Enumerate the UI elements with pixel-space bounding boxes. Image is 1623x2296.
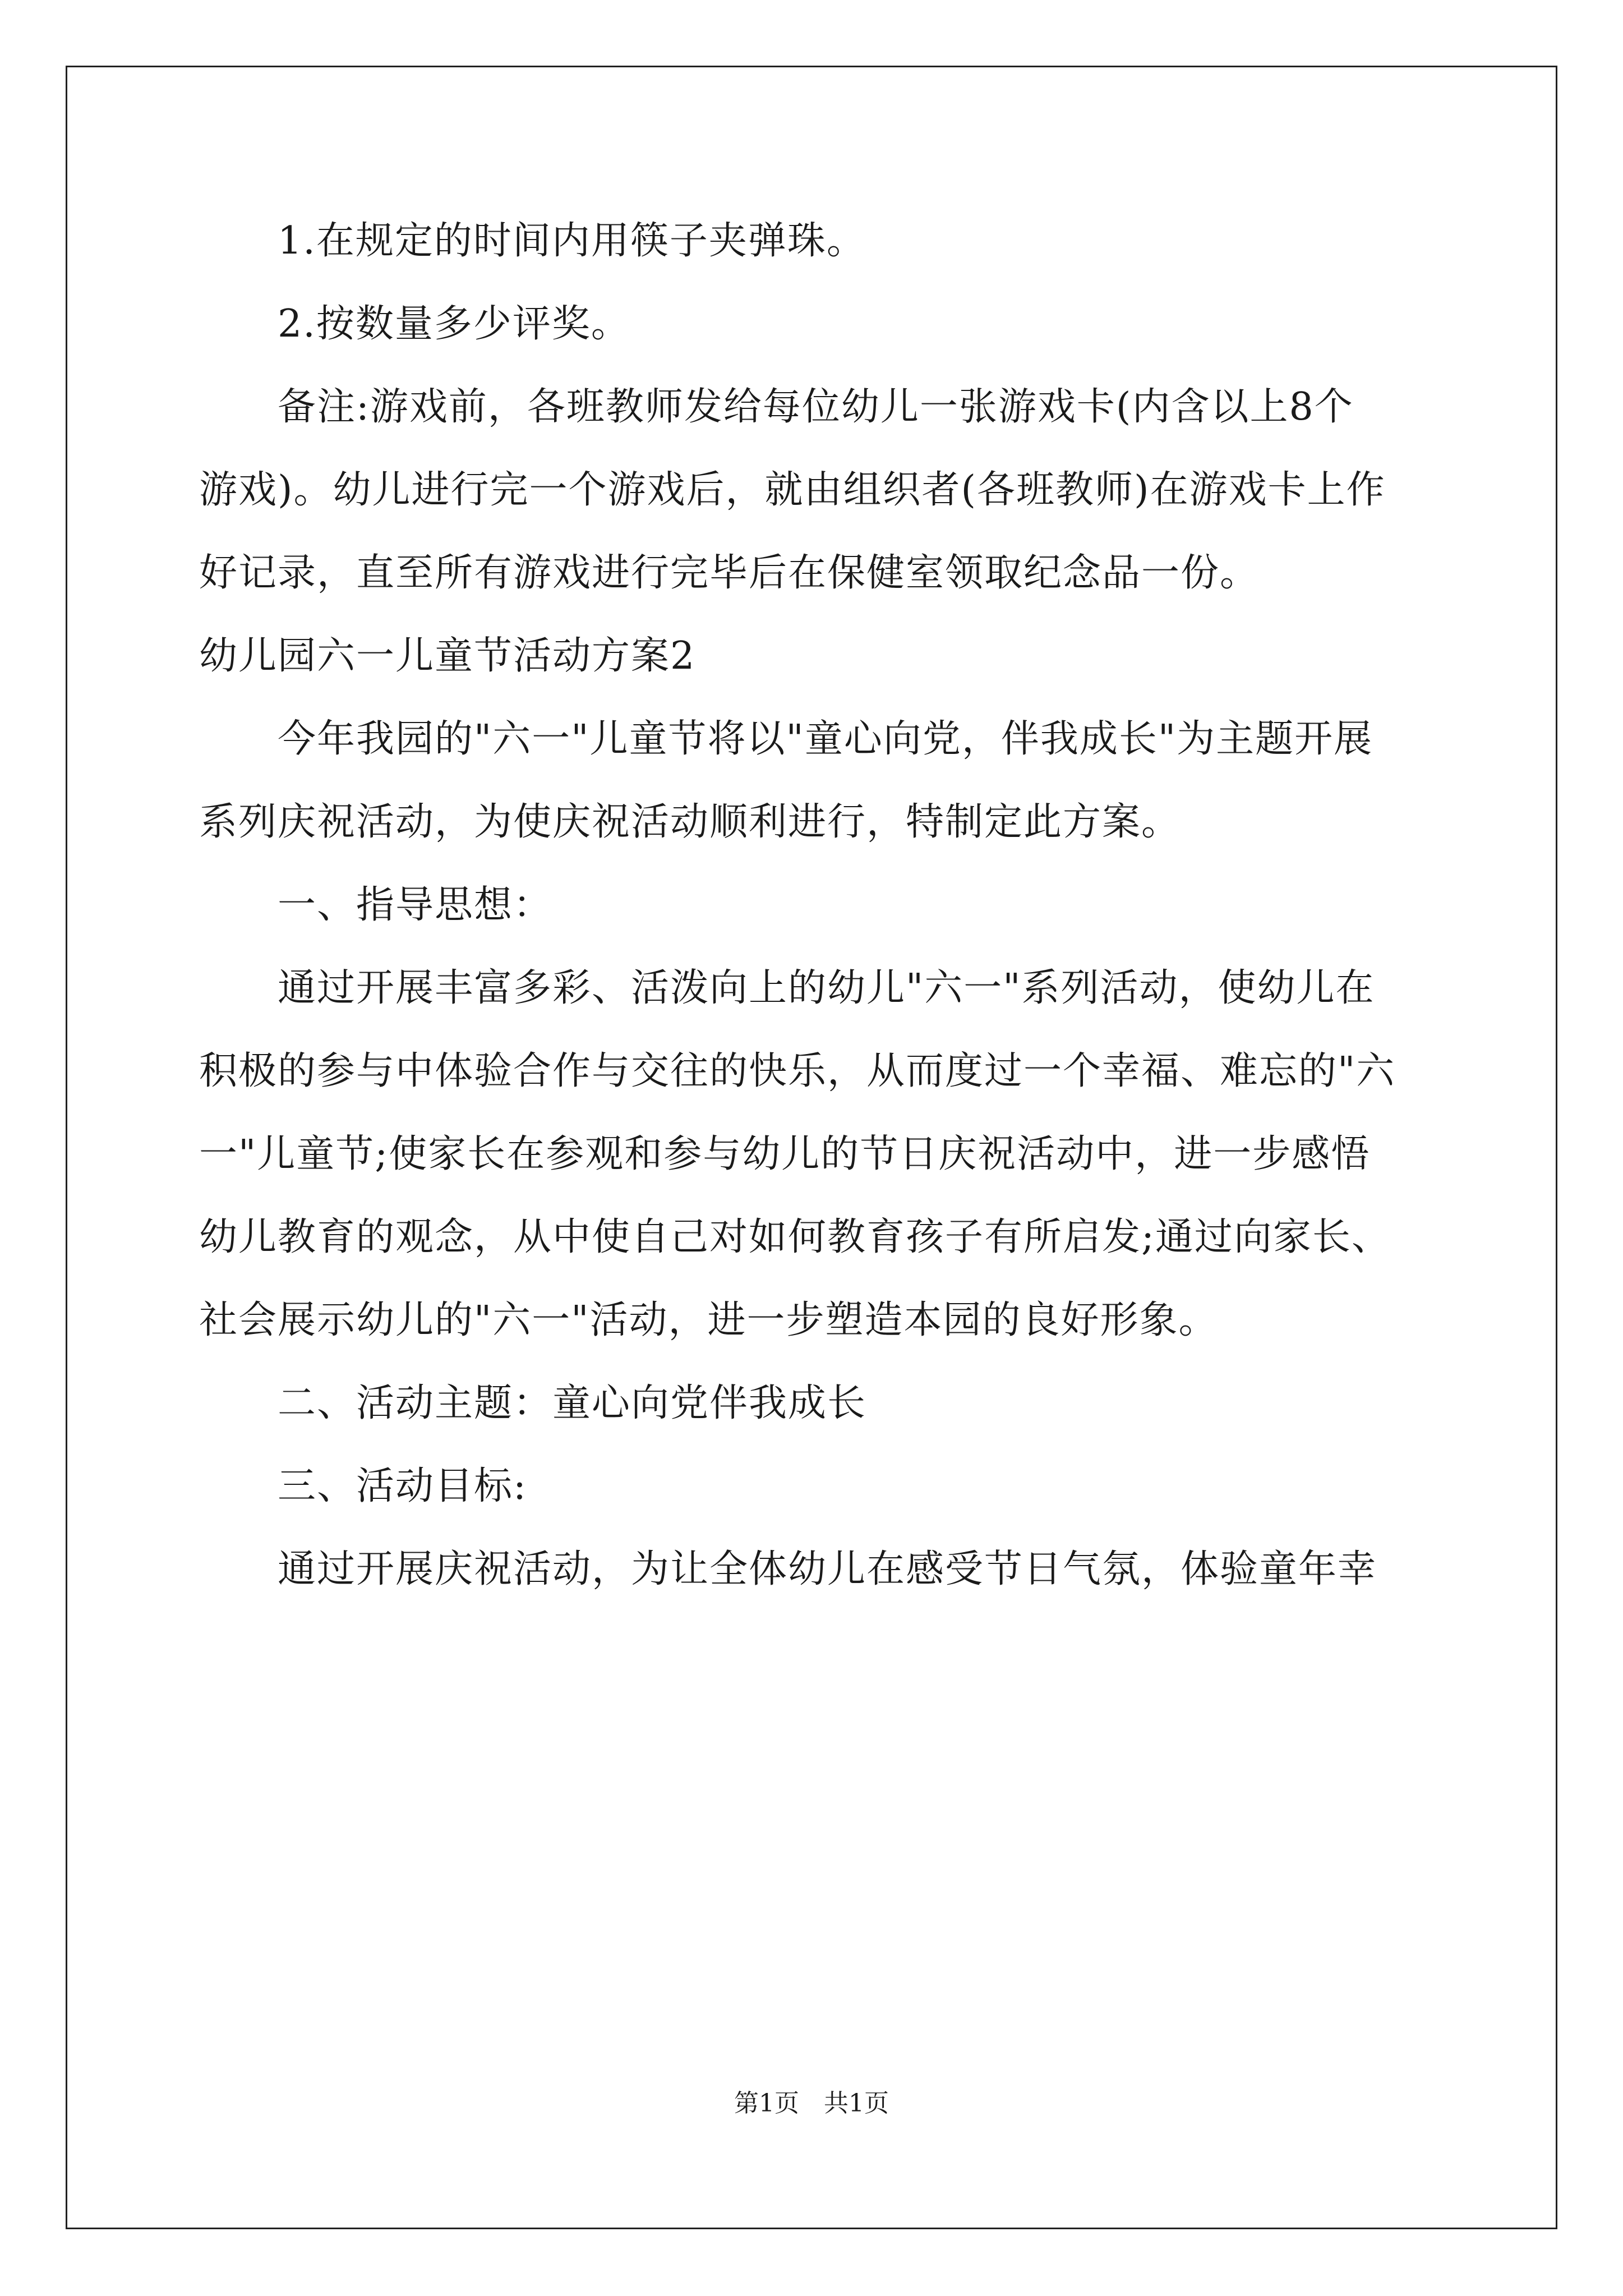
page-footer: 第1页 共1页 xyxy=(734,2089,889,2118)
text-line-14: 社会展示幼儿的"六一"活动，进一步塑造本园的良好形象。 xyxy=(199,1298,1218,1342)
text-line-1: 1.在规定的时间内用筷子夹弹珠。 xyxy=(278,219,866,263)
subheading-guiding-ideology: 一、指导思想： xyxy=(278,883,553,927)
text-line-10: 通过开展丰富多彩、活泼向上的幼儿"六一"系列活动，使幼儿在 xyxy=(278,966,1375,1010)
text-line-5: 好记录，直至所有游戏进行完毕后在保健室领取纪念品一份。 xyxy=(199,551,1260,595)
text-line-3: 备注:游戏前，各班教师发给每位幼儿一张游戏卡(内含以上8个 xyxy=(278,385,1354,429)
text-line-17: 通过开展庆祝活动，为让全体幼儿在感受节日气氛，体验童年幸 xyxy=(278,1547,1377,1591)
text-line-2: 2.按数量多少评奖。 xyxy=(278,302,630,346)
text-line-7: 今年我园的"六一"儿童节将以"童心向党，伴我成长"为主题开展 xyxy=(278,717,1373,761)
text-line-4: 游戏)。幼儿进行完一个游戏后，就由组织者(各班教师)在游戏卡上作 xyxy=(199,468,1386,512)
text-line-13: 幼儿教育的观念，从中使自己对如何教育孩子有所启发;通过向家长、 xyxy=(199,1215,1391,1259)
subheading-activity-goals: 三、活动目标: xyxy=(278,1464,527,1508)
text-line-8: 系列庆祝活动，为使庆祝活动顺利进行，特制定此方案。 xyxy=(199,800,1181,844)
section-heading: 幼儿园六一儿童节活动方案2 xyxy=(199,634,696,678)
subheading-activity-theme: 二、活动主题：童心向党伴我成长 xyxy=(278,1381,867,1425)
text-line-11: 积极的参与中体验合作与交往的快乐，从而度过一个幸福、难忘的"六 xyxy=(199,1049,1396,1093)
text-line-12: 一"儿童节;使家长在参观和参与幼儿的节日庆祝活动中，进一步感悟 xyxy=(199,1132,1371,1176)
